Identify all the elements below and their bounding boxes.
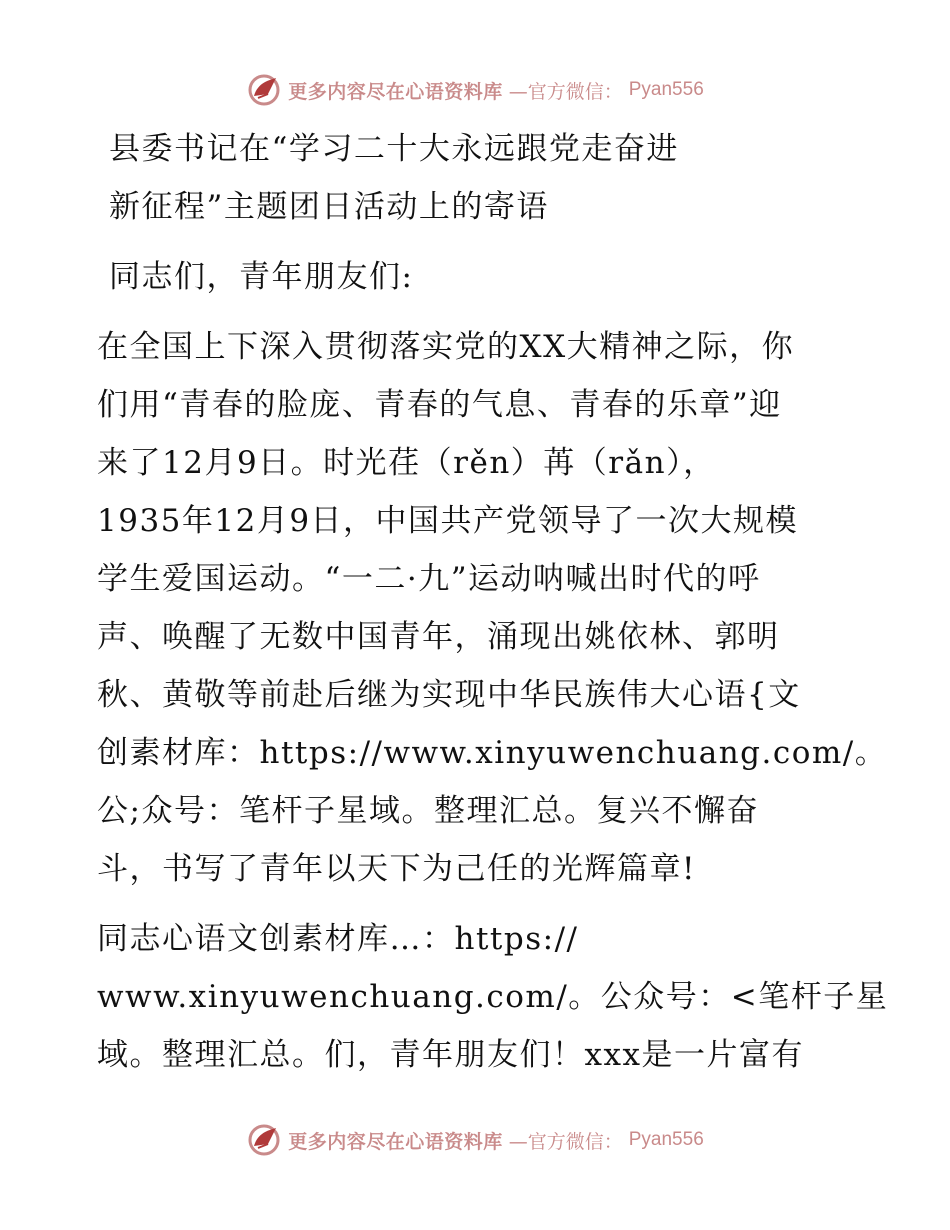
watermark-brand: 更多内容尽在心语资料库 bbox=[288, 1130, 503, 1153]
pen-nib-swirl-logo bbox=[246, 1122, 282, 1158]
title-line-2: 新征程”主题团日活动上的寄语 bbox=[109, 189, 549, 225]
paragraph-line: www.xinyuwenchuang.com/。公众号：<笔杆子星 bbox=[97, 979, 889, 1015]
pen-nib-swirl-logo bbox=[246, 72, 282, 108]
paragraph-line: 1935年12月9日，中国共产党领导了一次大规模 bbox=[97, 503, 799, 539]
paragraph-line: 公;众号：笔杆子星域。整理汇总。复兴不懈奋 bbox=[97, 793, 759, 829]
watermark-account: Pyan556 bbox=[628, 1129, 704, 1150]
paragraph-line: 来了12月9日。时光荏（rěn）苒（rǎn）， bbox=[97, 445, 716, 481]
paragraph-line: 在全国上下深入贯彻落实党的XX大精神之际，你 bbox=[97, 329, 795, 365]
watermark-separator: —官方微信： bbox=[508, 80, 623, 103]
paragraph-line: 们用“青春的脸庞、青春的气息、青春的乐章”迎 bbox=[97, 387, 782, 423]
salutation: 同志们，青年朋友们: bbox=[109, 259, 414, 295]
title-line-1: 县委书记在“学习二十大永远跟党走奋进 bbox=[109, 131, 679, 167]
paragraph-2 bbox=[97, 910, 889, 1084]
watermark-brand: 更多内容尽在心语资料库 bbox=[288, 80, 503, 103]
paragraph-line: 斗，书写了青年以天下为己任的光辉篇章! bbox=[97, 851, 696, 887]
watermark-separator: —官方微信： bbox=[508, 1130, 623, 1153]
watermark-account: Pyan556 bbox=[628, 79, 704, 100]
footer-watermark bbox=[0, 1120, 950, 1160]
document-body bbox=[97, 120, 889, 1084]
paragraph-1 bbox=[97, 318, 888, 898]
paragraph-line: 创素材库：https://www.xinyuwenchuang.com/。 bbox=[97, 735, 888, 771]
paragraph-line: 同志心语文创素材库…：https:// bbox=[97, 921, 579, 957]
header-watermark bbox=[0, 70, 950, 110]
paragraph-line: 声、唤醒了无数中国青年，涌现出姚依林、郭明 bbox=[97, 619, 780, 655]
paragraph-line: 学生爱国运动。“一二·九”运动呐喊出时代的呼 bbox=[97, 561, 761, 597]
paragraph-line: 域。整理汇总。们，青年朋友们！xxx是一片富有 bbox=[97, 1037, 804, 1073]
paragraph-line: 秋、黄敬等前赴后继为实现中华民族伟大心语{文 bbox=[97, 677, 801, 713]
